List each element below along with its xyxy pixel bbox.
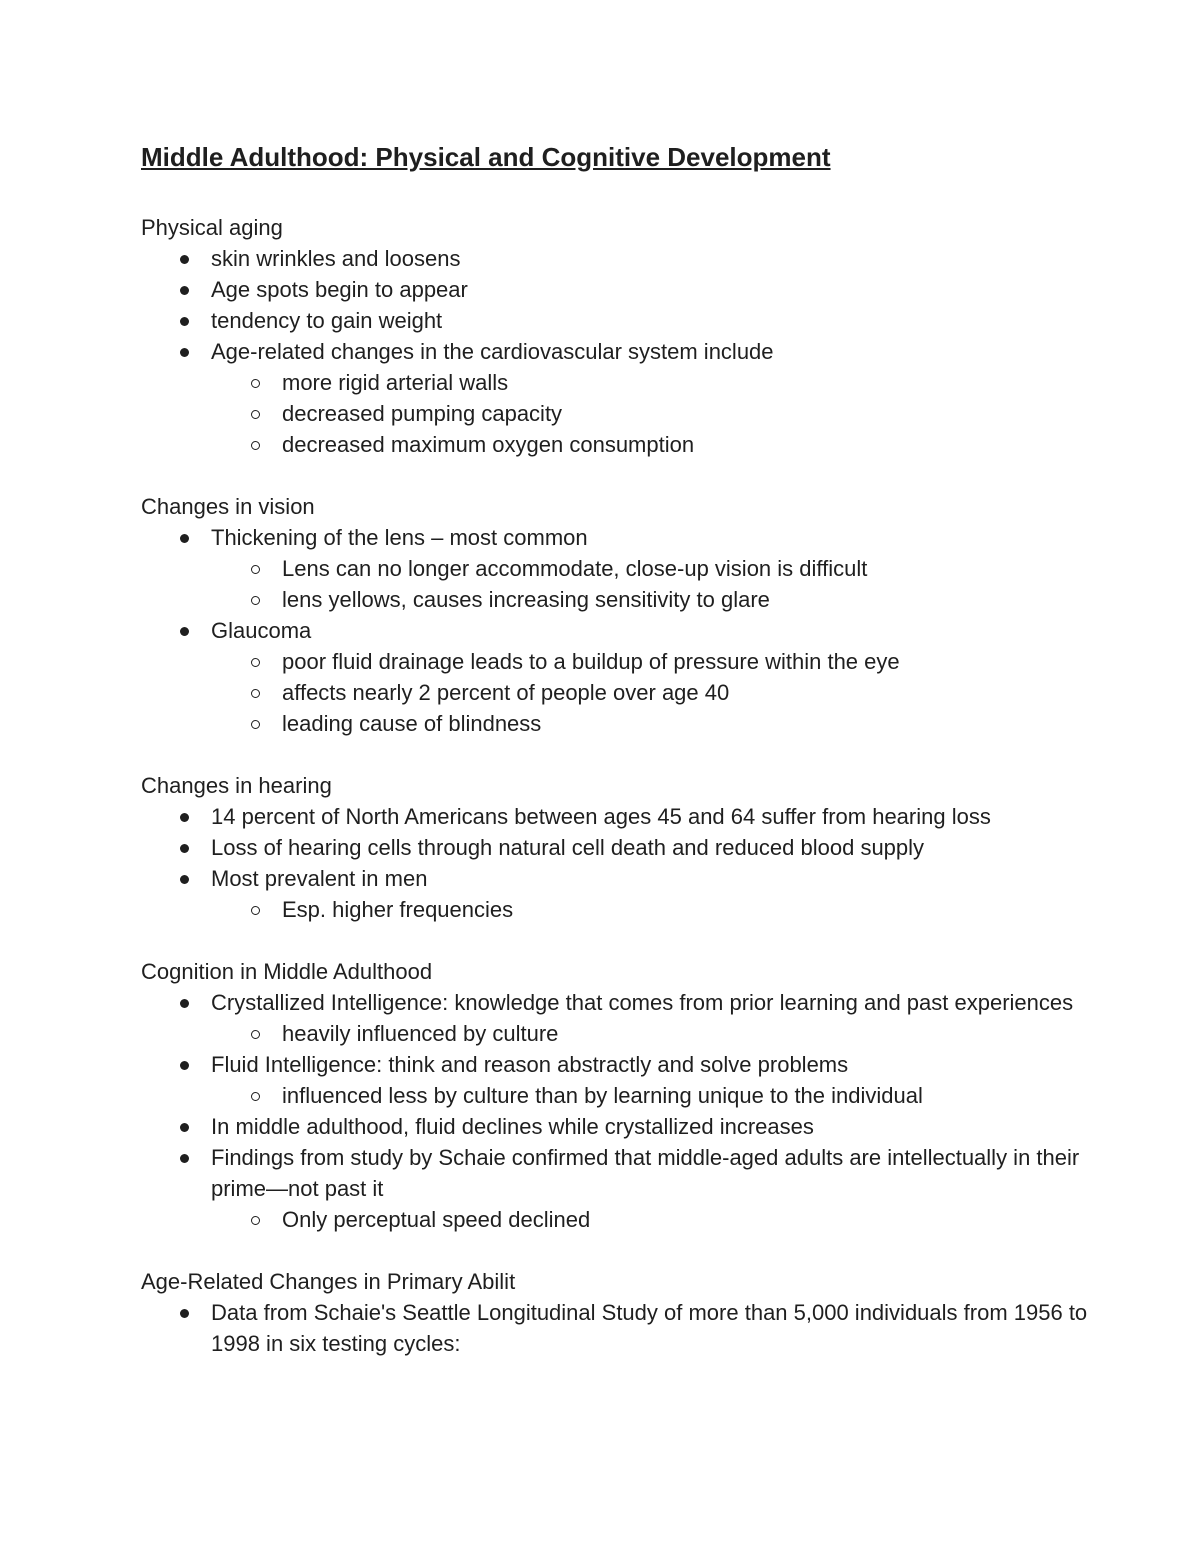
sub-list-item [141,894,1101,925]
hollow-bullet-icon [251,689,260,698]
section-heading: Changes in vision [141,494,315,519]
list-item-text: Lens can no longer accommodate, close-up vision is difficult [282,556,868,581]
hollow-bullet-icon [251,720,260,729]
list-item-text: more rigid arterial walls [282,370,509,395]
bullet-icon [180,1123,189,1132]
list-item [141,1111,1101,1142]
list-item [141,1297,1101,1359]
list-item-text: Findings from study by Schaie confirmed that middle-aged adults are intellectually in their prime—not past it [211,1145,1080,1201]
bullet-icon [180,999,189,1008]
bullet-icon [180,1154,189,1163]
section-heading: Changes in hearing [141,773,332,798]
section-primary-abilities [141,1266,1101,1359]
list-item-text: Glaucoma [211,618,312,643]
hollow-bullet-icon [251,658,260,667]
list-item [141,336,1101,367]
sub-list-item [141,708,1101,739]
sub-list-item [141,677,1101,708]
sub-list-item [141,398,1101,429]
list-item [141,305,1101,336]
list-item-text: tendency to gain weight [211,308,443,333]
list-item [141,243,1101,274]
list-item-text: In middle adulthood, fluid declines while crystallized increases [211,1114,814,1139]
hollow-bullet-icon [251,565,260,574]
section-heading: Physical aging [141,215,283,240]
list-item-text: decreased pumping capacity [282,401,563,426]
sub-list-item [141,553,1101,584]
hollow-bullet-icon [251,596,260,605]
list-item-text: influenced less by culture than by learning unique to the individual [282,1083,923,1108]
bullet-icon [180,627,189,636]
list-item [141,615,1101,646]
list-item [141,1142,1101,1204]
bullet-icon [180,813,189,822]
list-item-text: Loss of hearing cells through natural cell death and reduced blood supply [211,835,925,860]
hollow-bullet-icon [251,410,260,419]
bullet-icon [180,255,189,264]
hollow-bullet-icon [251,1030,260,1039]
section-heading: Cognition in Middle Adulthood [141,959,433,984]
bullet-icon [180,317,189,326]
list-item-text: Only perceptual speed declined [282,1207,591,1232]
list-item-text: Age spots begin to appear [211,277,468,302]
list-item-text: Most prevalent in men [211,866,428,891]
list-item-text: skin wrinkles and loosens [211,246,461,271]
list-item-text: Crystallized Intelligence: knowledge that comes from prior learning and past experiences [211,990,1074,1015]
list-item-text: Age-related changes in the cardiovascular system include [211,339,774,364]
document-body [141,212,1101,1390]
bullet-list [141,987,1101,1235]
sub-list-item [141,1080,1101,1111]
section-heading: Age-Related Changes in Primary Abilit [141,1269,516,1294]
list-item-text: lens yellows, causes increasing sensitivity to glare [282,587,770,612]
list-item [141,832,1101,863]
section-changes-in-vision [141,491,1101,739]
hollow-bullet-icon [251,1092,260,1101]
list-item [141,801,1101,832]
list-item-text: heavily influenced by culture [282,1021,559,1046]
list-item-text: decreased maximum oxygen consumption [282,432,695,457]
bullet-icon [180,844,189,853]
list-item-text: poor fluid drainage leads to a buildup of pressure within the eye [282,649,900,674]
sub-list-item [141,367,1101,398]
section-physical-aging [141,212,1101,460]
bullet-icon [180,1309,189,1318]
sub-list-item [141,429,1101,460]
bullet-icon [180,875,189,884]
list-item-text: 14 percent of North Americans between ages 45 and 64 suffer from hearing loss [211,804,991,829]
hollow-bullet-icon [251,379,260,388]
list-item [141,863,1101,894]
list-item-text: Data from Schaie's Seattle Longitudinal Study of more than 5,000 individuals from 1956 to 1998 in six testing cycles: [211,1300,1088,1356]
sub-list-item [141,646,1101,677]
list-item-text: Thickening of the lens – most common [211,525,588,550]
bullet-list [141,243,1101,460]
hollow-bullet-icon [251,906,260,915]
sub-list-item [141,584,1101,615]
bullet-icon [180,1061,189,1070]
page-title: Middle Adulthood: Physical and Cognitive Development [141,142,831,172]
section-cognition [141,956,1101,1235]
bullet-list [141,522,1101,739]
list-item [141,1049,1101,1080]
list-item [141,274,1101,305]
bullet-list [141,801,1101,925]
bullet-icon [180,286,189,295]
hollow-bullet-icon [251,441,260,450]
list-item-text: affects nearly 2 percent of people over age 40 [282,680,730,705]
sub-list-item [141,1018,1101,1049]
bullet-list [141,1297,1101,1359]
bullet-icon [180,534,189,543]
list-item [141,987,1101,1018]
list-item [141,522,1101,553]
list-item-text: leading cause of blindness [282,711,542,736]
section-changes-in-hearing [141,770,1101,925]
bullet-icon [180,348,189,357]
hollow-bullet-icon [251,1216,260,1225]
sub-list-item [141,1204,1101,1235]
list-item-text: Fluid Intelligence: think and reason abstractly and solve problems [211,1052,849,1077]
list-item-text: Esp. higher frequencies [282,897,514,922]
